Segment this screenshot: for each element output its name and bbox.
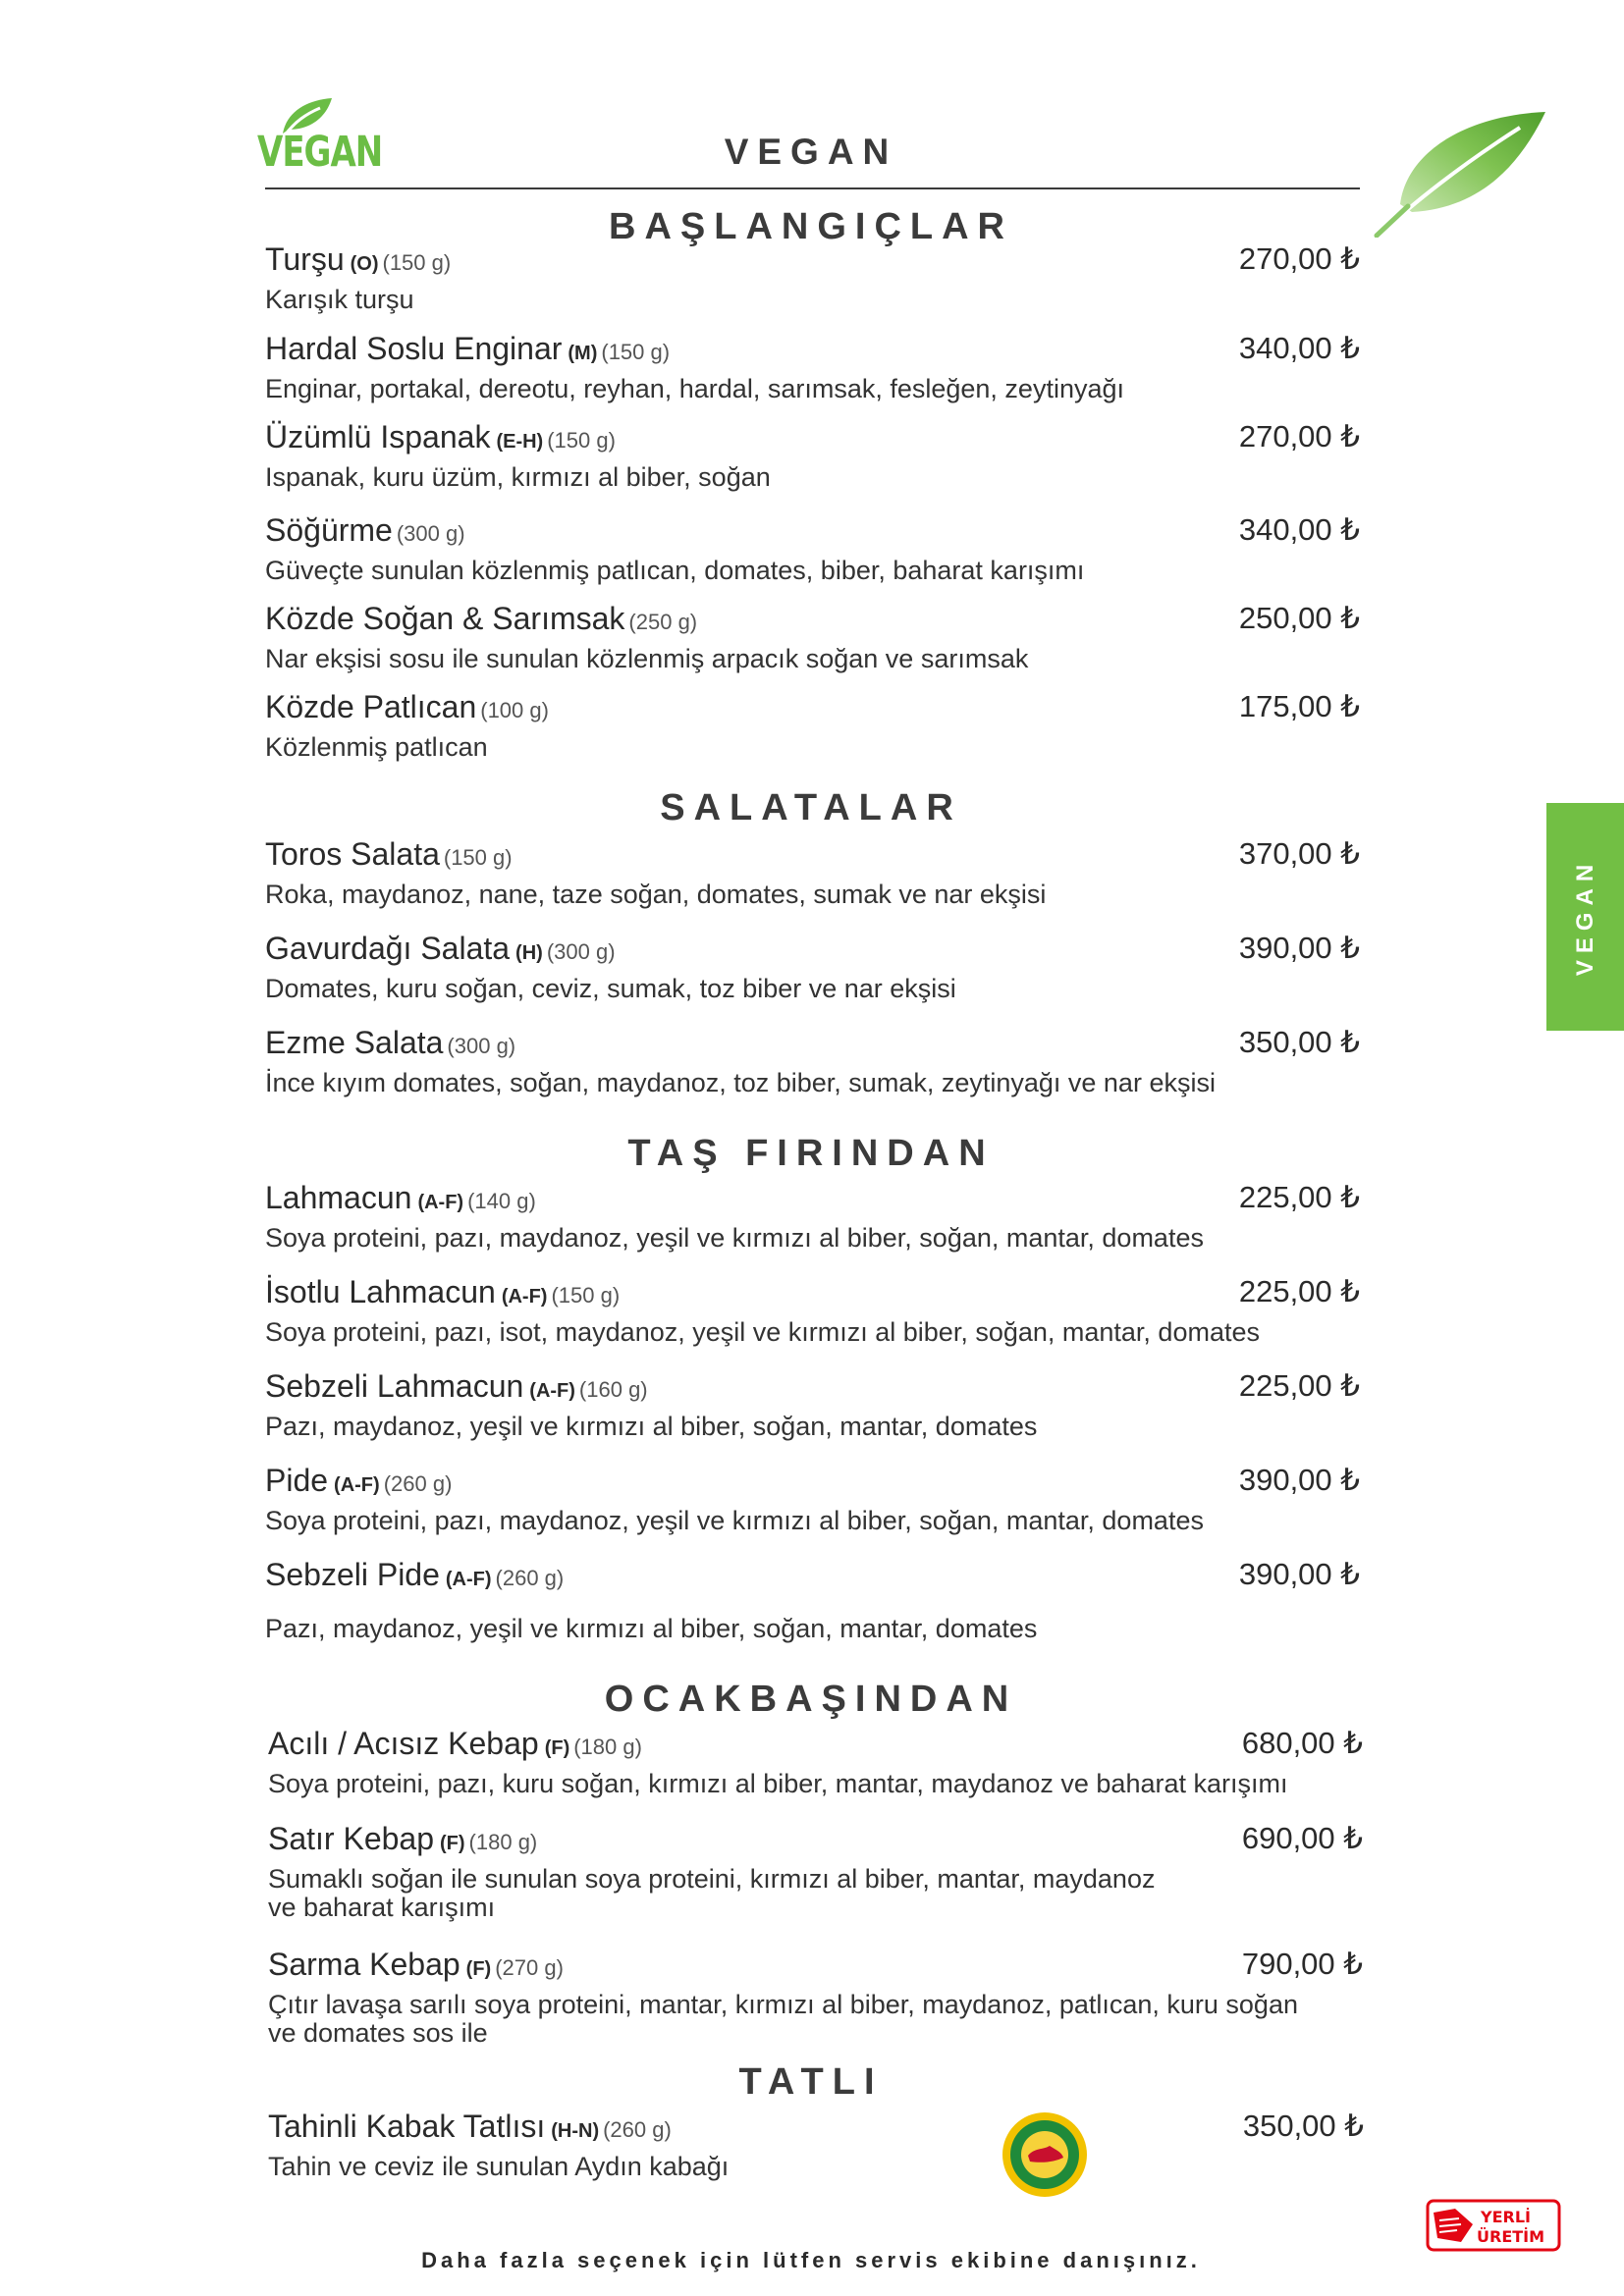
item-name: Gavurdağı Salata [265,931,511,966]
item-weight: (180 g) [573,1735,642,1759]
item-name: Közde Soğan & Sarımsak [265,601,625,636]
item-weight: (250 g) [628,610,698,634]
item-name: Sebzeli Pide [265,1557,440,1592]
item-price: 340,00 ₺ [1238,331,1360,365]
item-description: Roka, maydanoz, nane, taze soğan, domates, sumak ve nar ekşisi [265,880,1047,909]
item-price: 790,00 ₺ [1241,1947,1363,1981]
item-weight: (300 g) [396,521,465,546]
side-tab-vegan [1546,803,1624,1031]
allergen-code: (H-N) [551,2120,600,2142]
page-title: VEGAN [724,132,898,172]
item-price: 270,00 ₺ [1238,241,1360,276]
item-name: Tahinli Kabak Tatlısı [268,2109,546,2144]
item-description: Tahin ve ceviz ile sunulan Aydın kabağı [268,2152,730,2181]
item-price: 225,00 ₺ [1238,1180,1360,1214]
menu-item [265,1463,1360,1536]
item-price: 270,00 ₺ [1238,419,1360,454]
title-divider [265,187,1360,189]
item-description: Soya proteini, pazı, maydanoz, yeşil ve kırmızı al biber, soğan, mantar, domates [265,1223,1204,1253]
menu-item [265,512,1360,586]
item-name: Toros Salata [265,836,440,872]
item-weight: (140 g) [467,1189,536,1213]
item-name: Turşu [265,241,345,277]
item-price: 225,00 ₺ [1238,1274,1360,1308]
menu-item [268,1821,1363,1923]
menu-item [265,601,1360,674]
item-description: Pazı, maydanoz, yeşil ve kırmızı al biber, soğan, mantar, domates [265,1614,1038,1643]
item-weight: (260 g) [603,2117,672,2142]
item-price: 350,00 ₺ [1242,2109,1364,2143]
menu-item [268,1947,1363,2049]
item-name: Ezme Salata [265,1025,444,1060]
menu-item [265,1368,1360,1442]
item-price: 370,00 ₺ [1238,836,1360,871]
item-description: Ispanak, kuru üzüm, kırmızı al biber, soğan [265,462,771,492]
section-title-tas-firindan: TAŞ FIRINDAN [627,1133,995,1174]
section-title-ocakbasindan: OCAKBAŞINDAN [604,1679,1018,1720]
item-price: 390,00 ₺ [1238,931,1360,965]
item-weight: (150 g) [443,845,513,870]
side-tab-label: VEGAN [1572,857,1599,977]
item-weight: (150 g) [601,340,671,364]
item-description: Karışık turşu [265,285,414,314]
item-name: Pide [265,1463,329,1498]
item-description: Güveçte sunulan közlenmiş patlıcan, domates, biber, baharat karışımı [265,556,1085,585]
section-title-salatalar: SALATALAR [660,787,962,828]
item-name: Üzümlü Ispanak [265,419,491,454]
allergen-code: (A-F) [445,1569,492,1590]
item-description: İnce kıyım domates, soğan, maydanoz, toz biber, sumak, zeytinyağı ve nar ekşisi [265,1068,1216,1097]
item-price: 690,00 ₺ [1241,1821,1363,1855]
menu-item [268,1726,1363,1799]
item-description-continued: ve domates sos ile [268,2018,488,2048]
menu-item [265,331,1360,404]
item-price: 390,00 ₺ [1238,1557,1360,1591]
allergen-code: (F) [544,1737,570,1759]
item-name: Acılı / Acısız Kebap [268,1726,539,1761]
item-weight: (270 g) [495,1955,564,1980]
item-description-continued: ve baharat karışımı [268,1893,496,1922]
menu-item [265,1274,1360,1348]
uretim-label: ÜRETİM [1477,2227,1545,2246]
item-weight: (150 g) [382,250,452,275]
item-weight: (160 g) [578,1377,648,1402]
allergen-code: (A-F) [501,1286,548,1308]
item-name: Közde Patlıcan [265,689,477,724]
item-description: Soya proteini, pazı, isot, maydanoz, yeşil ve kırmızı al biber, soğan, mantar, domates [265,1317,1260,1347]
section-title-tatli: TATLI [738,2061,884,2103]
item-description: Sumaklı soğan ile sunulan soya proteini, kırmızı al biber, mantar, maydanoz [268,1864,1156,1894]
item-description: Soya proteini, pazı, kuru soğan, kırmızı al biber, mantar, maydanoz ve baharat karışımı [268,1769,1288,1798]
item-name: Sarma Kebap [268,1947,460,1982]
allergen-code: (E-H) [496,431,544,453]
item-price: 350,00 ₺ [1238,1025,1360,1059]
item-description: Enginar, portakal, dereotu, reyhan, hardal, sarımsak, fesleğen, zeytinyağı [265,374,1124,403]
item-weight: (300 g) [447,1034,516,1058]
item-name: Hardal Soslu Enginar [265,331,563,366]
menu-item [265,241,1360,315]
item-description: Közlenmiş patlıcan [265,732,488,762]
allergen-code: (M) [568,343,598,364]
menu-item [265,1180,1360,1254]
item-description: Domates, kuru soğan, ceviz, sumak, toz biber ve nar ekşisi [265,974,956,1003]
item-description: Soya proteini, pazı, maydanoz, yeşil ve kırmızı al biber, soğan, mantar, domates [265,1506,1204,1535]
allergen-code: (A-F) [334,1474,380,1496]
item-weight: (150 g) [547,428,616,453]
yerli-uretim-badge [1426,2199,1561,2252]
item-name: İsotlu Lahmacun [265,1274,496,1309]
allergen-code: (O) [350,253,379,275]
item-weight: (260 g) [383,1471,453,1496]
item-weight: (260 g) [495,1566,565,1590]
item-weight: (150 g) [551,1283,621,1308]
menu-item [265,931,1360,1004]
item-description: Pazı, maydanoz, yeşil ve kırmızı al biber, soğan, mantar, domates [265,1412,1038,1441]
menu-item [265,1025,1360,1098]
item-weight: (180 g) [468,1830,538,1854]
vegan-logo-text: VEGAN [257,128,383,177]
menu-item [265,689,1360,763]
geographical-indication-seal-icon [1001,2110,1089,2199]
allergen-code: (F) [440,1833,465,1854]
allergen-code: (A-F) [529,1380,575,1402]
item-price: 340,00 ₺ [1238,512,1360,547]
allergen-code: (H) [515,942,543,964]
item-price: 250,00 ₺ [1238,601,1360,635]
item-description: Nar ekşisi sosu ile sunulan közlenmiş arpacık soğan ve sarımsak [265,644,1029,673]
allergen-code: (A-F) [417,1192,464,1213]
yerli-label: YERLİ [1481,2208,1531,2226]
section-title-baslangiclar: BAŞLANGIÇLAR [609,206,1013,247]
item-name: Söğürme [265,512,393,548]
allergen-code: (F) [465,1958,492,1980]
item-weight: (100 g) [480,698,549,722]
item-name: Sebzeli Lahmacun [265,1368,524,1404]
item-price: 680,00 ₺ [1241,1726,1363,1760]
item-name: Lahmacun [265,1180,412,1215]
item-name: Satır Kebap [268,1821,434,1856]
menu-item [265,1557,1360,1644]
leaf-icon [1373,106,1549,238]
menu-item [265,836,1360,910]
item-description: Çıtır lavaşa sarılı soya proteini, mantar, kırmızı al biber, maydanoz, patlıcan, kuru soğan [268,1990,1298,2019]
menu-item [268,2109,1364,2182]
footer-note: Daha fazla seçenek için lütfen servis ekibine danışınız. [421,2248,1201,2272]
item-price: 390,00 ₺ [1238,1463,1360,1497]
item-price: 175,00 ₺ [1238,689,1360,723]
menu-item [265,419,1360,493]
item-weight: (300 g) [546,939,616,964]
item-price: 225,00 ₺ [1238,1368,1360,1403]
